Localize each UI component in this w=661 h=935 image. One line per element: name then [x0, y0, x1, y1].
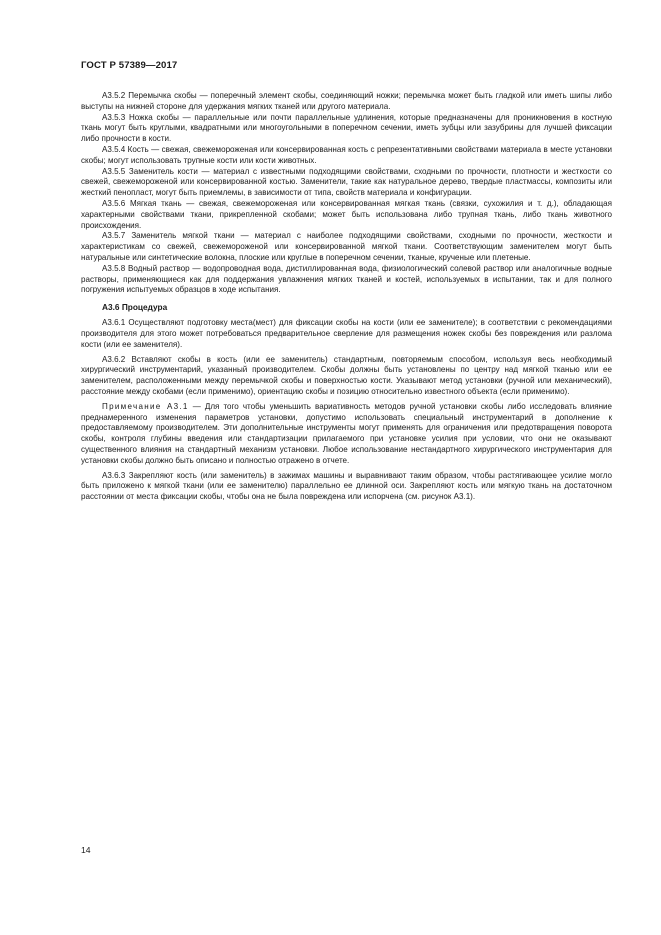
clause-a3-5-4: А3.5.4 Кость — свежая, свежемороженая или консервированная кость с репрезентативными свойствами материала в месте установки скобы; могут использовать трупные кости или кости животных. [81, 144, 612, 165]
clause-a3-5-6: А3.5.6 Мягкая ткань — свежая, свежемороженая или консервированная мягкая ткань (связки, сухожилия и т. д.), обладающая характерными свойствами ткани, прикрепленной скобами; может быть использована либо трупная ткань, либо ткань животного происхождения. [81, 198, 612, 230]
clause-a3-5-8: А3.5.8 Водный раствор — водопроводная вода, дистиллированная вода, физиологический солевой раствор или аналогичные водные растворы, применяющиеся как для поддержания увлажнения мягких тканей и костей, используемых в испытании, так и для полного погружения испытуемых образцов в ходе испытания. [81, 263, 612, 295]
document-header: ГОСТ Р 57389—2017 [81, 60, 178, 71]
note-label: Примечание А3.1 [102, 401, 189, 411]
document-body [81, 91, 612, 503]
page-number: 14 [81, 845, 91, 855]
clause-a3-6-2: А3.6.2 Вставляют скобы в кость (или ее заменитель) стандартным, повторяемым способом, используя весь необходимый хирургический инструментарий, указанный производителем. Скобы должны быть установлены по центру над мягкой тканью или ее заменителем, расположенными между перемычкой скобы и поверхностью кости. Указывают метод установки (ручной или механический), расстояние между скобами (если применимо), ориентацию скобы и позицию относительно известного объекта (если применимо). [81, 354, 612, 396]
clause-a3-5-7: А3.5.7 Заменитель мягкой ткани — материал с наиболее подходящими свойствами, сходными по прочности, жесткости и характеристикам со свежей, свежемороженой или консервированной мягкой ткани. Соответствующим заменителем могут быть натуральные или синтетические волокна, плоские или круглые в поперечном сечении, тканые, крученые или плетеные. [81, 231, 612, 262]
note-a3-1 [81, 402, 612, 467]
note-text: — Для того чтобы уменьшить вариативность методов ручной установки скобы либо исследовать влияние преднамеренного изменения параметров установки, допустимо использовать специальный инструментарий в дополнение к предоставляемому производителем. Эти дополнительные инструменты могут применять для ограничения или предотвращения поворота скобы, контроля глубины введения или стандартизации прилагаемого при установке усилия при условии, что они не оказывают существенного влияния на стандартный механизм установки. Любое использование нестандартного хирургического инструментария для установки скобы должно быть описано и полностью отражено в отчете. [81, 401, 612, 465]
clause-a3-5-5: А3.5.5 Заменитель кости — материал с известными подходящими свойствами, сходными по прочности, плотности и жесткости со свежей, свежемороженой или консервированной костью. Заменители, такие как натуральное дерево, твердые пластмассы, композиты или жесткий пенопласт, могут быть приемлемы, в зависимости от типа, свойств материала и конфигурации. [81, 166, 612, 198]
clause-a3-6-1: А3.6.1 Осуществляют подготовку места(мест) для фиксации скобы на кости (или ее заменителе); в соответствии с рекомендациями производителя для этого может потребоваться предварительное сверление для размещения ножек скобы без повреждения или разлома кости (или ее заменителя). [81, 318, 612, 349]
clause-a3-5-2: А3.5.2 Перемычка скобы — поперечный элемент скобы, соединяющий ножки; перемычка может быть гладкой или иметь шипы либо выступы на нижней стороне для удержания мягких тканей или другого материала. [81, 91, 612, 111]
clause-a3-6-3: А3.6.3 Закрепляют кость (или заменитель) в зажимах машины и выравнивают таким образом, чтобы растягивающее усилие могло быть приложено к мягкой ткани (или ее заменителю) параллельно ее длинной оси. Закрепляют кость или мягкую ткань на достаточном расстоянии от места фиксации скобы, чтобы она не была повреждена или испорчена (см. рисунок А3.1). [81, 470, 612, 502]
clause-a3-5-3: А3.5.3 Ножка скобы — параллельные или почти параллельные удлинения, которые предназначены для проникновения в костную ткань могут быть круглыми, квадратными или многоугольными в поперечном сечении, иметь зубцы или зазубрины для лучшей фиксации либо прочности в кости. [81, 112, 612, 144]
section-heading-procedure: А3.6 Процедура [102, 302, 168, 313]
